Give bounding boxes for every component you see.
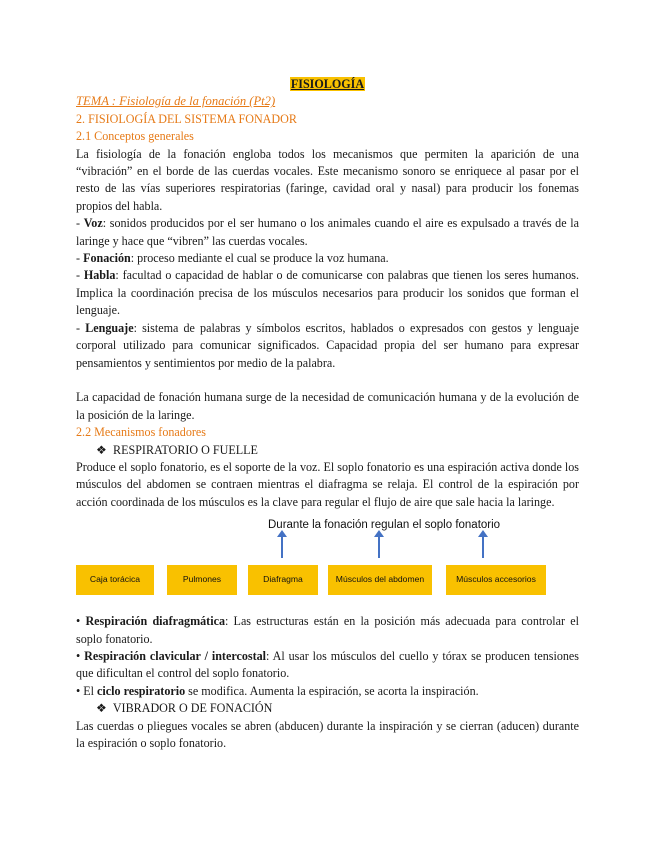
- subsection-heading-conceptos: 2.1 Conceptos generales: [76, 129, 194, 144]
- bullet-clavicular: • Respiración clavicular / intercostal: Al usar los músculos del cuello y tórax se producen tensiones que dificultan el control del soplo fonatorio.: [76, 648, 580, 681]
- vibrador-heading: ❖ VIBRADOR O DE FONACIÓN: [76, 700, 579, 717]
- page-title: FISIOLOGÍA: [290, 77, 365, 91]
- arrow-up-icon: [378, 535, 380, 558]
- vibrador-paragraph: Las cuerdas o pliegues vocales se abren (abducen) durante la inspiración y se cierran (aducen) durante la espiración o soplo fonatorio.: [76, 718, 579, 750]
- diamond-bullet-icon: ❖: [96, 442, 107, 457]
- box-musculos-accesorios: Músculos accesorios: [446, 565, 546, 595]
- box-caja-toracica: Caja torácica: [76, 565, 154, 595]
- definition-voz: - Voz: sonidos producidos por el ser humano o los animales cuando el aire es expulsado a través de la laringe y hace que “vibren” las cuerdas vocales.: [76, 216, 579, 248]
- definition-habla: - Habla: facultad o capacidad de hablar o de comunicarse con palabras que tienen los seres humanos. Implica la coordinación precisa de los músculos necesarios para producir los sonidos que forman el lenguaje.: [76, 268, 579, 318]
- bullet-ciclo: • El ciclo respiratorio se modifica. Aumenta la espiración, se acorta la inspiración.: [76, 683, 479, 698]
- arrow-up-icon: [482, 535, 484, 558]
- topic-heading: TEMA : Fisiología de la fonación (Pt2): [76, 94, 276, 109]
- box-pulmones: Pulmones: [167, 565, 237, 595]
- diamond-bullet-icon: ❖: [96, 701, 107, 716]
- box-diafragma: Diafragma: [248, 565, 318, 595]
- respiratorio-heading: ❖ RESPIRATORIO O FUELLE: [76, 442, 579, 459]
- respiratorio-paragraph: Produce el soplo fonatorio, es el soporte de la voz. El soplo fonatorio es una espiración activa donde los músculos del abdomen se contraen mientras el diafragma se relaja. El control de la espiración por acción coordinada de los músculos es la clave para regular el flujo de aire que sale hacia la laringe.: [76, 459, 579, 509]
- section-heading: 2. FISIOLOGÍA DEL SISTEMA FONADOR: [76, 111, 297, 126]
- diagram-title: Durante la fonación regulan el soplo fonatorio: [268, 519, 501, 532]
- arrow-up-icon: [281, 535, 283, 558]
- document-page: [76, 76, 579, 752]
- soplo-diagram: [76, 517, 579, 609]
- subsection-heading-mecanismos: 2.2 Mecanismos fonadores: [76, 425, 206, 440]
- definition-fonacion: - Fonación: proceso mediante el cual se produce la voz humana.: [76, 251, 389, 266]
- capacity-paragraph: La capacidad de fonación humana surge de la necesidad de comunicación humana y de la evolución de la posición de la laringe.: [76, 390, 579, 422]
- intro-paragraph: La fisiología de la fonación engloba todos los mecanismos que permiten la aparición de una “vibración” en el borde de las cuerdas vocales. Este mecanismo sonoro se enriquece al pasar por el resto de las vías superiores respiratorias (faringe, cavidad oral y nasal) para producir los fonemas propios del habla.: [76, 146, 579, 213]
- definition-lenguaje: - Lenguaje: sistema de palabras y símbolos escritos, hablados o expresados con gestos y lenguaje corporal utilizado para comunicar significados. Capacidad propia del ser humano para expresar pensamientos y sentimientos por medio de la palabra.: [76, 320, 579, 370]
- box-musculos-abdomen: Músculos del abdomen: [328, 565, 432, 595]
- bullet-diafragmatica: • Respiración diafragmática: Las estructuras están en la posición más adecuada para controlar el soplo fonatorio.: [76, 614, 579, 646]
